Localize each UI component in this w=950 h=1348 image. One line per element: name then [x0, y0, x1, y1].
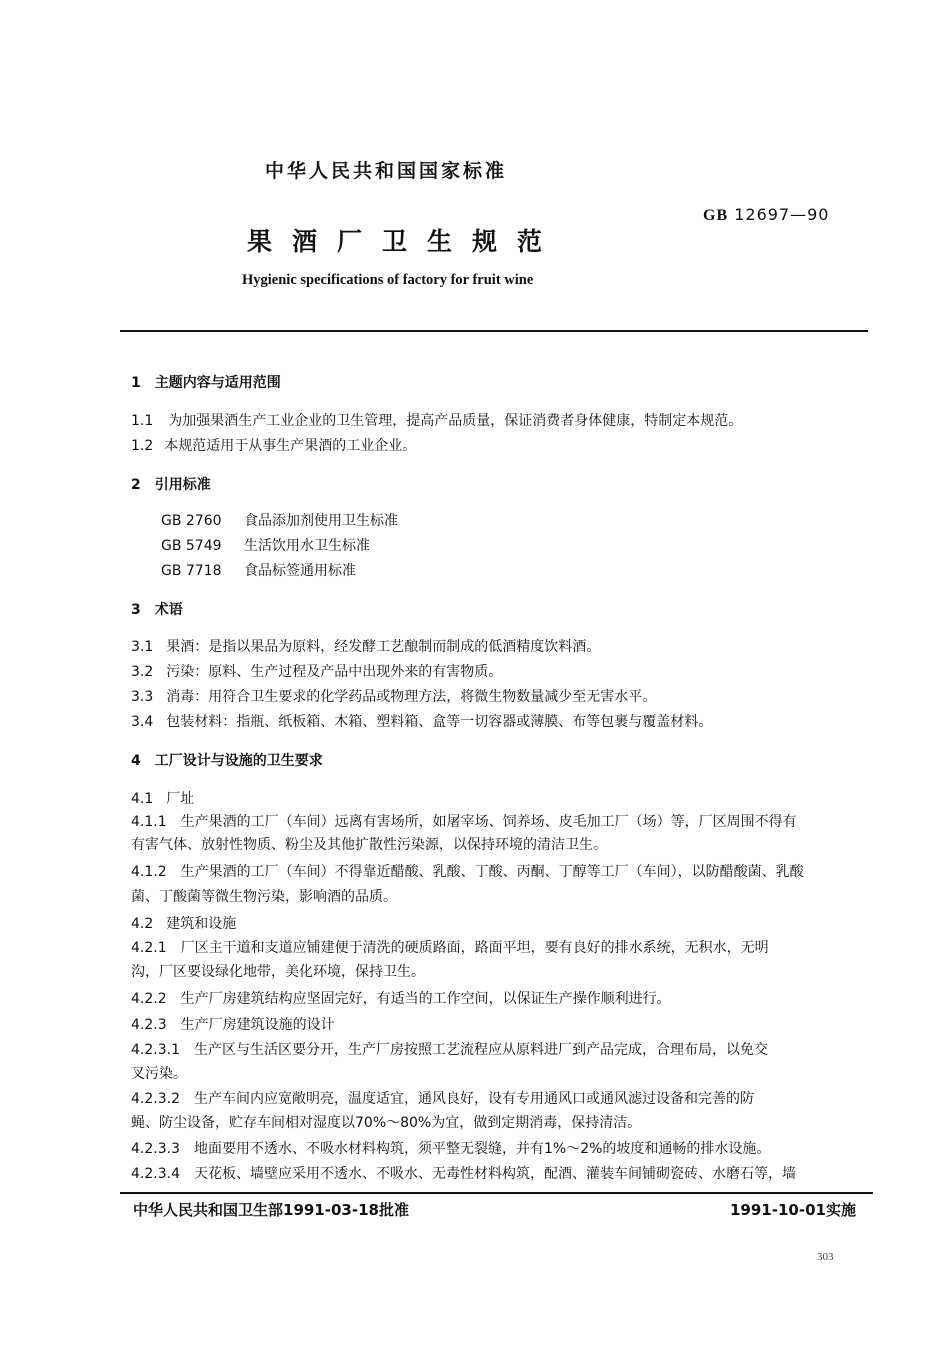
clause-4-2-3-1-line2: 叉污染。 — [131, 1066, 187, 1082]
reference-item — [161, 511, 398, 531]
section-heading-1 — [131, 373, 281, 393]
clause-text: 建筑和设施 — [166, 916, 237, 932]
page-number: 303 — [817, 1251, 834, 1263]
clause-4-1-2-line1: 4.1.2 生产果酒的工厂（车间）不得靠近醋酸、乳酸、丁酸、丙酮、丁醇等工厂（车间），以防醋酸菌、乳酸 — [131, 864, 804, 880]
clause-4-1 — [131, 789, 194, 809]
clause-number: 3.4 — [131, 714, 154, 730]
clause-4-1-1-line2: 有害气体、放射性物质、粉尘及其他扩散性污染源，以保持环境的清洁卫生。 — [131, 837, 607, 853]
bottom-divider — [120, 1192, 873, 1194]
clause-3-3 — [131, 687, 656, 707]
clause-1-1 — [131, 411, 742, 431]
reference-code: GB 5749 — [161, 538, 222, 554]
clause-4-2 — [131, 914, 236, 934]
clause-text: 包装材料：指瓶、纸板箱、木箱、塑料箱、盒等一切容器或薄膜、布等包裹与覆盖材料。 — [166, 714, 713, 730]
clause-number: 3.2 — [131, 664, 154, 680]
clause-3-1 — [131, 637, 600, 657]
effective-date: 1991-10-01实施 — [730, 1201, 856, 1219]
clause-text: 厂址 — [166, 791, 195, 807]
reference-item — [161, 561, 356, 581]
english-title: Hygienic specifications of factory for fruit wine — [242, 272, 534, 288]
reference-item — [161, 536, 370, 556]
section-heading-2 — [131, 475, 211, 495]
national-standard-label: 中华人民共和国国家标准 — [265, 160, 508, 182]
standard-code — [703, 205, 829, 225]
clause-text: 果酒：是指以果品为原料，经发酵工艺酿制而制成的低酒精度饮料酒。 — [166, 639, 601, 655]
clause-number: 4.2 — [131, 916, 154, 932]
section-title: 引用标准 — [154, 477, 211, 493]
reference-code: GB 7718 — [161, 563, 222, 579]
approval-note: 中华人民共和国卫生部1991-03-18批准 — [133, 1201, 409, 1219]
section-number: 1 — [131, 375, 141, 391]
clause-4-2-3-3: 4.2.3.3 地面要用不透水、不吸水材料构筑，须平整无裂缝，并有1%～2%的坡度和通畅的排水设施。 — [131, 1141, 771, 1157]
clause-3-2 — [131, 662, 502, 682]
clause-4-1-1-line1: 4.1.1 生产果酒的工厂（车间）远离有害场所，如屠宰场、饲养场、皮毛加工厂（场）等，厂区周围不得有 — [131, 814, 797, 830]
clause-text: 消毒：用符合卫生要求的化学药品或物理方法，将微生物数量减少至无害水平。 — [166, 689, 657, 705]
standard-code-number: 12697—90 — [734, 205, 830, 224]
clause-4-2-3-2-line2: 蝇、防尘设备，贮存车间相对湿度以70%～80%为宜，做到定期消毒，保持清洁。 — [131, 1115, 642, 1131]
top-divider — [120, 330, 868, 332]
clause-4-1-2-line2: 菌、丁酸菌等微生物污染，影响酒的品质。 — [131, 889, 397, 905]
clause-4-2-3-4: 4.2.3.4 天花板、墙壁应采用不透水、不吸水、无毒性材料构筑，配酒、灌装车间铺砌瓷砖、水磨石等，墙 — [131, 1166, 796, 1182]
clause-4-2-3-1-line1: 4.2.3.1 生产区与生活区要分开，生产厂房按照工艺流程应从原料进厂到产品完成，合理布局，以免交 — [131, 1042, 768, 1058]
section-heading-4 — [131, 751, 323, 771]
section-title: 术语 — [154, 602, 183, 618]
section-number: 4 — [131, 753, 141, 769]
clause-text: 为加强果酒生产工业企业的卫生管理，提高产品质量，保证消费者身体健康，特制定本规范。 — [168, 413, 743, 429]
section-title: 主题内容与适用范围 — [154, 375, 281, 391]
clause-number: 3.1 — [131, 639, 154, 655]
clause-4-2-1-line1: 4.2.1 厂区主干道和支道应铺建便于清洗的硬质路面，路面平坦，要有良好的排水系统，无积水，无明 — [131, 940, 769, 956]
section-heading-3 — [131, 600, 183, 620]
clause-4-2-3: 4.2.3 生产厂房建筑设施的设计 — [131, 1017, 335, 1033]
clause-1-2 — [131, 436, 416, 456]
reference-name: 生活饮用水卫生标准 — [244, 538, 370, 554]
clause-4-2-1-line2: 沟，厂区要设绿化地带，美化环境，保持卫生。 — [131, 964, 425, 980]
clause-number: 3.3 — [131, 689, 154, 705]
clause-number: 1.2 — [131, 438, 154, 454]
section-title: 工厂设计与设施的卫生要求 — [154, 753, 323, 769]
clause-text: 本规范适用于从事生产果酒的工业企业。 — [164, 438, 417, 454]
clause-4-2-2: 4.2.2 生产厂房建筑结构应坚固完好，有适当的工作空间，以保证生产操作顺利进行。 — [131, 991, 671, 1007]
document-title: 果酒厂卫生规范 — [247, 227, 563, 256]
section-number: 3 — [131, 602, 141, 618]
clause-number: 4.1 — [131, 791, 154, 807]
reference-code: GB 2760 — [161, 513, 222, 529]
standard-code-prefix: GB — [703, 207, 729, 224]
clause-number: 1.1 — [131, 413, 154, 429]
clause-3-4 — [131, 712, 712, 732]
clause-4-2-3-2-line1: 4.2.3.2 生产车间内应宽敞明亮，温度适宜，通风良好，设有专用通风口或通风滤过设备和完善的防 — [131, 1091, 754, 1107]
section-number: 2 — [131, 477, 141, 493]
reference-name: 食品标签通用标准 — [244, 563, 356, 579]
reference-name: 食品添加剂使用卫生标准 — [244, 513, 398, 529]
clause-text: 污染：原料、生产过程及产品中出现外来的有害物质。 — [166, 664, 503, 680]
